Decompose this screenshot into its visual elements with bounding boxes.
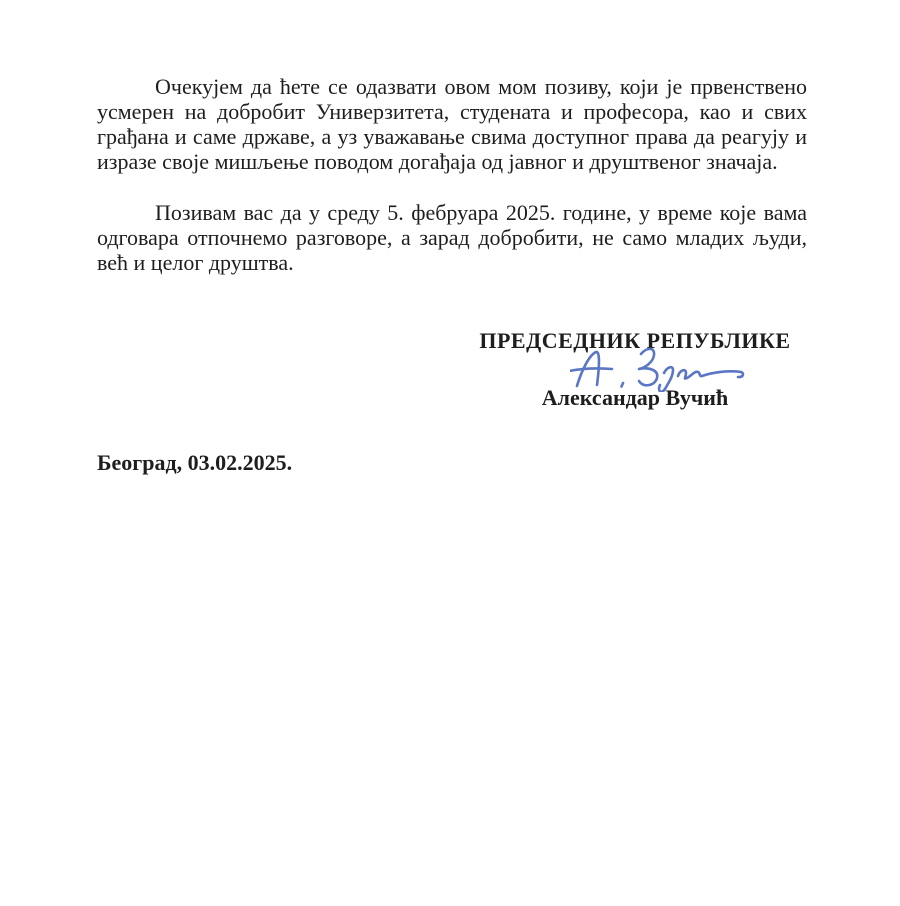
text-line: Позивам вас да у среду 5. фебруара 2025. године, у време које вама <box>155 200 807 225</box>
text-line: грађана и саме државе, а уз уважавање свима доступног права да реагују и <box>97 124 807 149</box>
text-line: већ и целог друштва. <box>97 250 294 275</box>
text-line: Очекујем да ћете се одазвати овом мом позиву, који је првенствено <box>155 74 807 99</box>
paragraph-1 <box>97 74 807 174</box>
text-line: одговара отпочнемо разговоре, а зарад добробити, не само младих људи, <box>97 225 807 250</box>
paragraph-2 <box>97 200 807 275</box>
signer-title: ПРЕДСЕДНИК РЕПУБЛИКЕ <box>479 328 791 353</box>
text-line: изразе своје мишљење поводом догађаја од јавног и друштвеног значаја. <box>97 149 778 174</box>
place-and-date: Београд, 03.02.2025. <box>97 450 293 475</box>
letter-body <box>97 74 807 275</box>
signature-block <box>470 328 800 410</box>
signer-name: Александар Вучић <box>541 385 729 410</box>
text-line: усмерен на добробит Универзитета, студената и професора, као и свих <box>97 99 807 124</box>
